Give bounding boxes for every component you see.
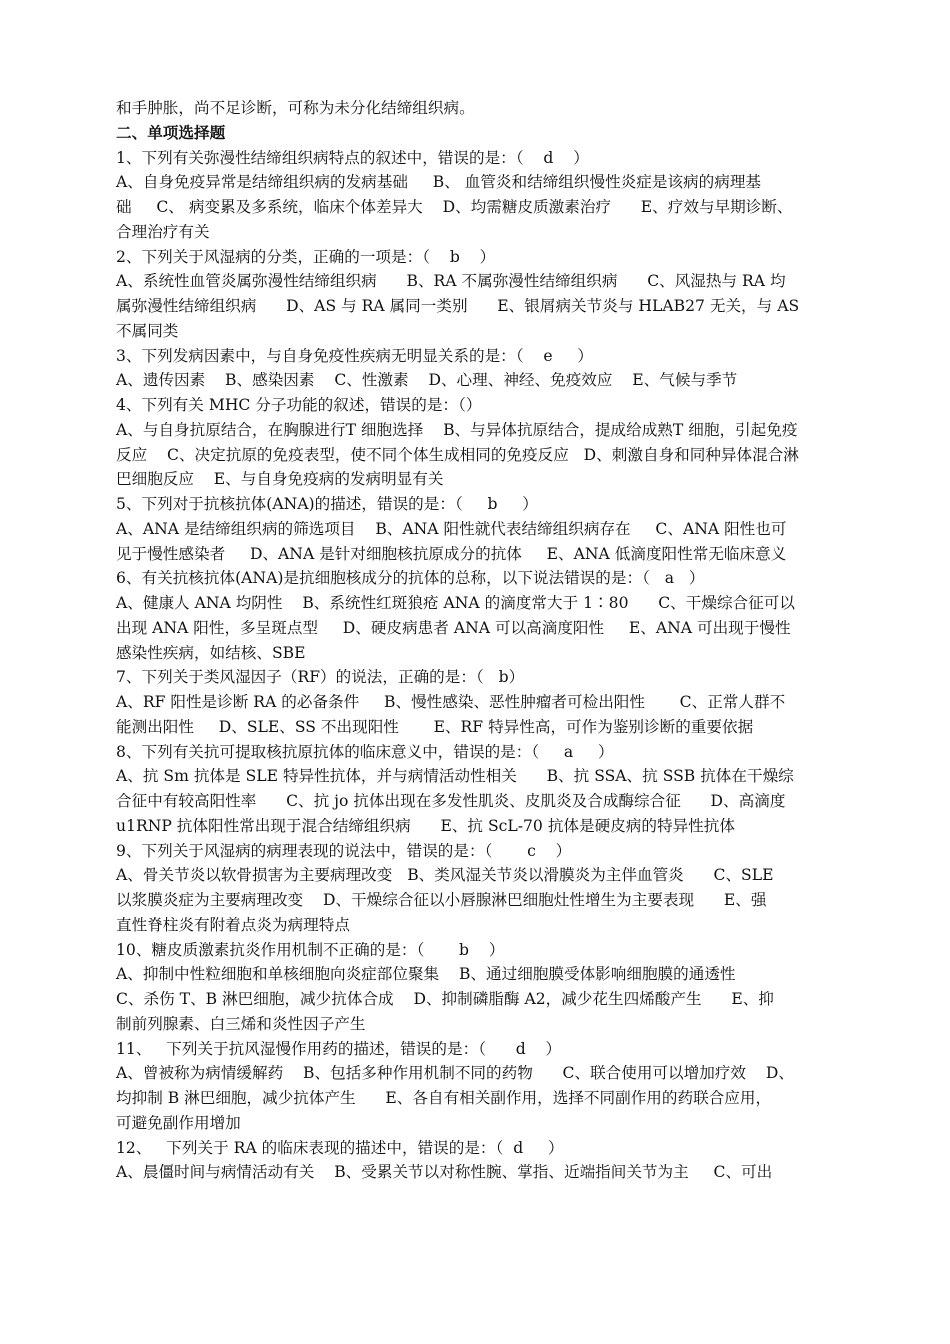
text-line: A、抗 Sm 抗体是 SLE 特异性抗体，并与病情活动性相关 B、抗 SSA、抗 SSB 抗体在干燥综 (116, 767, 794, 786)
question-8: 8、下列有关抗可提取核抗原抗体的临床意义中，错误的是：（ a ） (116, 742, 614, 761)
question-10: 10、糖皮质激素抗炎作用机制不正确的是：（ b ） (116, 940, 505, 959)
text-line: 均抑制 B 淋巴细胞，减少抗体产生 E、各自有相关副作用，选择不同副作用的药联合应用， (116, 1089, 772, 1107)
question-5: 5、下列对于抗核抗体(ANA)的描述，错误的是：（ b ） (116, 495, 538, 513)
text-line: 巴细胞反应 E、与自身免疫病的发病明显有关 (116, 470, 444, 489)
text-line: 可避免副作用增加 (116, 1113, 241, 1132)
question-6: 6、有关抗核抗体(ANA)是抗细胞核成分的抗体的总称，以下说法错误的是：（ a ） (116, 569, 705, 588)
text-line: 制前列腺素、白三烯和炎性因子产生 (116, 1014, 366, 1033)
text-line: 合理治疗有关 (116, 222, 210, 241)
text-line: A、晨僵时间与病情活动有关 B、受累关节以对称性腕、掌指、近端指间关节为主 C、可出 (116, 1163, 773, 1182)
text-line: 合征中有较高阳性率 C、抗 jo 抗体出现在多发性肌炎、皮肌炎及合成酶综合征 D、高滴度 (116, 792, 786, 810)
text-line: 反应 C、决定抗原的免疫表型，使不同个体生成相同的免疫反应 D、刺激自身和同种异体混合淋 (116, 445, 799, 464)
text-line: 础 C、 病变累及多系统，临床个体差异大 D、均需糖皮质激素治疗 E、疗效与早期诊断、 (116, 198, 793, 216)
text-line: A、与自身抗原结合，在胸腺进行T 细胞选择 B、与异体抗原结合，提成给成熟T 细胞，引起免疫 (116, 420, 798, 439)
text-line: A、自身免疫异常是结缔组织病的发病基础 B、 血管炎和结缔组织慢性炎症是该病的病理基 (116, 173, 762, 192)
text-line: 见于慢性感染者 D、ANA 是针对细胞核抗原成分的抗体 E、ANA 低滴度阳性常无临床意义 (116, 544, 787, 563)
text-line: 以浆膜炎症为主要病理改变 D、干燥综合征以小唇腺淋巴细胞灶性增生为主要表现 E、强 (116, 891, 767, 909)
text-line: 出现 ANA 阳性，多呈斑点型 D、硬皮病患者 ANA 可以高滴度阳性 E、ANA 可出现于慢性 (116, 618, 791, 637)
question-9: 9、下列关于风湿病的病理表现的说法中，错误的是：（ c ） (116, 841, 572, 860)
question-11: 11、 下列关于抗风湿慢作用药的描述，错误的是：（ d ） (116, 1039, 562, 1058)
text-line: u1RNP 抗体阳性常出现于混合结缔组织病 E、抗 ScL-70 抗体是硬皮病的特异性抗体 (116, 816, 735, 835)
text-line: 直性脊柱炎有附着点炎为病理特点 (116, 915, 350, 934)
question-7: 7、下列关于类风湿因子（RF）的说法，正确的是：（ b） (116, 668, 525, 687)
question-12: 12、 下列关于 RA 的临床表现的描述中，错误的是：（ d ） (116, 1138, 564, 1157)
text-line: 属弥漫性结缔组织病 D、AS 与 RA 属同一类别 E、银屑病关节炎与 HLAB27 无关，与 AS (116, 297, 800, 315)
question-2: 2、下列关于风湿病的分类，正确的一项是：（ b ） (116, 247, 496, 266)
text-line: 能测出阳性 D、SLE、SS 不出现阳性 E、RF 特异性高，可作为鉴别诊断的重要依据 (116, 717, 754, 736)
text-line: A、遗传因素 B、感染因素 C、性激素 D、心理、神经、免疫效应 E、气候与季节 (116, 371, 738, 390)
text-line: 和手肿胀，尚不足诊断，可称为未分化结缔组织病。 (116, 99, 475, 117)
text-line: A、抑制中性粒细胞和单核细胞向炎症部位聚集 B、通过细胞膜受体影响细胞膜的通透性 (116, 965, 736, 984)
text-line: A、骨关节炎以软骨损害为主要病理改变 B、类风湿关节炎以滑膜炎为主伴血管炎 C、SLE (116, 866, 774, 885)
text-line: A、曾被称为病情缓解药 B、包括多种作用机制不同的药物 C、联合使用可以增加疗效 D、 (116, 1064, 794, 1083)
question-1: 1、下列有关弥漫性结缔组织病特点的叙述中，错误的是：（ d ） (116, 148, 589, 167)
text-line: A、ANA 是结缔组织病的筛选项目 B、ANA 阳性就代表结缔组织病存在 C、ANA 阳性也可 (116, 519, 787, 538)
text-line: A、健康人 ANA 均阴性 B、系统性红斑狼疮 ANA 的滴度常大于 1∶80 C、干燥综合征可以 (116, 594, 795, 612)
text-line: C、杀伤 T、B 淋巴细胞，减少抗体合成 D、抑制磷脂酶 A2，减少花生四烯酸产生 E、抑 (116, 990, 774, 1008)
section-heading: 二、单项选择题 (116, 122, 226, 142)
question-3: 3、下列发病因素中，与自身免疫性疾病无明显关系的是：（ e ） (116, 346, 593, 365)
text-line: 不属同类 (116, 321, 179, 340)
text-line: A、系统性血管炎属弥漫性结缔组织病 B、RA 不属弥漫性结缔组织病 C、风湿热与 RA 均 (116, 272, 786, 291)
question-4: 4、下列有关 MHC 分子功能的叙述，错误的是：（） (116, 396, 482, 414)
text-line: A、RF 阳性是诊断 RA 的必备条件 B、慢性感染、恶性肿瘤者可检出阳性 C、正常人群不 (116, 693, 786, 711)
text-line: 感染性疾病，如结核、SBE (116, 643, 306, 662)
document-page (116, 96, 840, 1185)
